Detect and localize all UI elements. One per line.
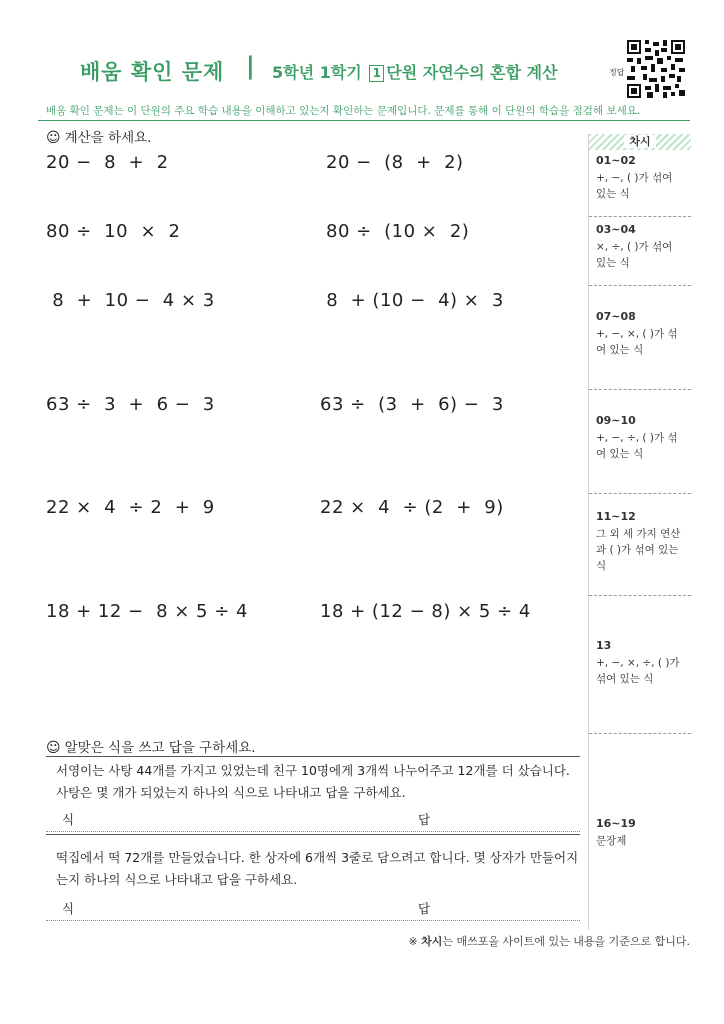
page-title: 배움 확인 문제 bbox=[80, 60, 225, 84]
footnote-bold: 차시 bbox=[421, 935, 443, 948]
sidebar-item-13: 13 +, −, ×, ÷, ( )가 섞여 있는 식 bbox=[589, 639, 691, 734]
qr-code-icon[interactable] bbox=[627, 40, 685, 98]
sidebar-item-11-12: 11~12 그 외 세 가지 연산과 ( )가 섞여 있는 식 bbox=[589, 510, 691, 596]
answer-label: 답 bbox=[418, 812, 431, 827]
footnote bbox=[408, 933, 690, 949]
sidebar-item-09-10: 09~10 +, −, ÷, ( )가 섞여 있는 식 bbox=[589, 414, 691, 494]
word-problem-divider bbox=[46, 834, 580, 835]
header-divider bbox=[38, 120, 690, 121]
problem-4-right: 63 ÷ (3 + 6) − 3 bbox=[320, 394, 504, 415]
sidebar-item-16-19: 16~19 문장제 bbox=[596, 817, 636, 847]
smile-icon: ☺ bbox=[46, 130, 61, 146]
answer-label: 답 bbox=[418, 901, 431, 916]
expression-label: 식 bbox=[62, 901, 75, 916]
section-heading-text: 계산을 하세요. bbox=[64, 130, 152, 146]
section-heading-calc bbox=[46, 126, 151, 146]
page-subtitle bbox=[272, 60, 558, 83]
footnote-mark: ※ bbox=[408, 935, 418, 948]
answer-row-1[interactable] bbox=[46, 810, 580, 832]
subtitle-unit: 단원 자연수의 혼합 계산 bbox=[386, 63, 558, 82]
title-separator: | bbox=[246, 52, 255, 80]
problem-2-left: 80 ÷ 10 × 2 bbox=[46, 221, 181, 242]
problem-3-left: 8 + 10 − 4 × 3 bbox=[46, 290, 215, 311]
section-heading-text: 알맞은 식을 쓰고 답을 구하세요. bbox=[64, 740, 256, 756]
problem-4-left: 63 ÷ 3 + 6 − 3 bbox=[46, 394, 215, 415]
sidebar-heading: 차시 bbox=[589, 134, 691, 150]
word-problem-1: 서영이는 사탕 44개를 가지고 있었는데 친구 10명에게 3개씩 나누어주고 12개를 더 샀습니다. 사탕은 몇 개가 되었는지 하나의 식으로 나타내고 답을 구하세요. bbox=[56, 763, 570, 800]
problem-6-right: 18 + (12 − 8) × 5 ÷ 4 bbox=[320, 601, 531, 622]
qr-label: 정답 bbox=[609, 68, 625, 77]
lesson-sidebar bbox=[588, 134, 690, 930]
sidebar-item-07-08: 07~08 +, −, ×, ( )가 섞여 있는 식 bbox=[589, 310, 691, 390]
footnote-text: 는 매쓰포올 사이트에 있는 내용을 기준으로 합니다. bbox=[442, 935, 690, 948]
problem-5-left: 22 × 4 ÷ 2 + 9 bbox=[46, 497, 215, 518]
problem-1-right: 20 − (8 + 2) bbox=[326, 152, 464, 173]
word-problem-top-line bbox=[46, 756, 580, 757]
word-problem-2: 떡집에서 떡 72개를 만들었습니다. 한 상자에 6개씩 3줄로 담으려고 합니다. 몇 상자가 만들어지는지 하나의 식으로 나타내고 답을 구하세요. bbox=[56, 850, 579, 887]
problem-3-right: 8 + (10 − 4) × 3 bbox=[320, 290, 504, 311]
problem-5-right: 22 × 4 ÷ (2 + 9) bbox=[320, 497, 504, 518]
problem-1-left: 20 − 8 + 2 bbox=[46, 152, 169, 173]
sidebar-item-03-04: 03~04 ×, ÷, ( )가 섞여 있는 식 bbox=[589, 223, 691, 286]
problem-2-right: 80 ÷ (10 × 2) bbox=[326, 221, 470, 242]
section-heading-word bbox=[46, 736, 256, 756]
answer-row-2[interactable] bbox=[46, 899, 580, 921]
smile-icon: ☺ bbox=[46, 740, 61, 756]
expression-label: 식 bbox=[62, 812, 75, 827]
unit-number-box: 1 bbox=[369, 65, 384, 82]
subtitle-grade: 5학년 1학기 bbox=[272, 63, 362, 82]
problem-6-left: 18 + 12 − 8 × 5 ÷ 4 bbox=[46, 601, 248, 622]
sidebar-item-01-02: 01~02 +, −, ( )가 섞여 있는 식 bbox=[589, 154, 691, 217]
page-header bbox=[0, 38, 724, 98]
intro-text: 배움 확인 문제는 이 단원의 주요 학습 내용을 이해하고 있는지 확인하는 문제입니다. 문제를 통해 이 단원의 학습을 점검해 보세요. bbox=[46, 105, 641, 117]
